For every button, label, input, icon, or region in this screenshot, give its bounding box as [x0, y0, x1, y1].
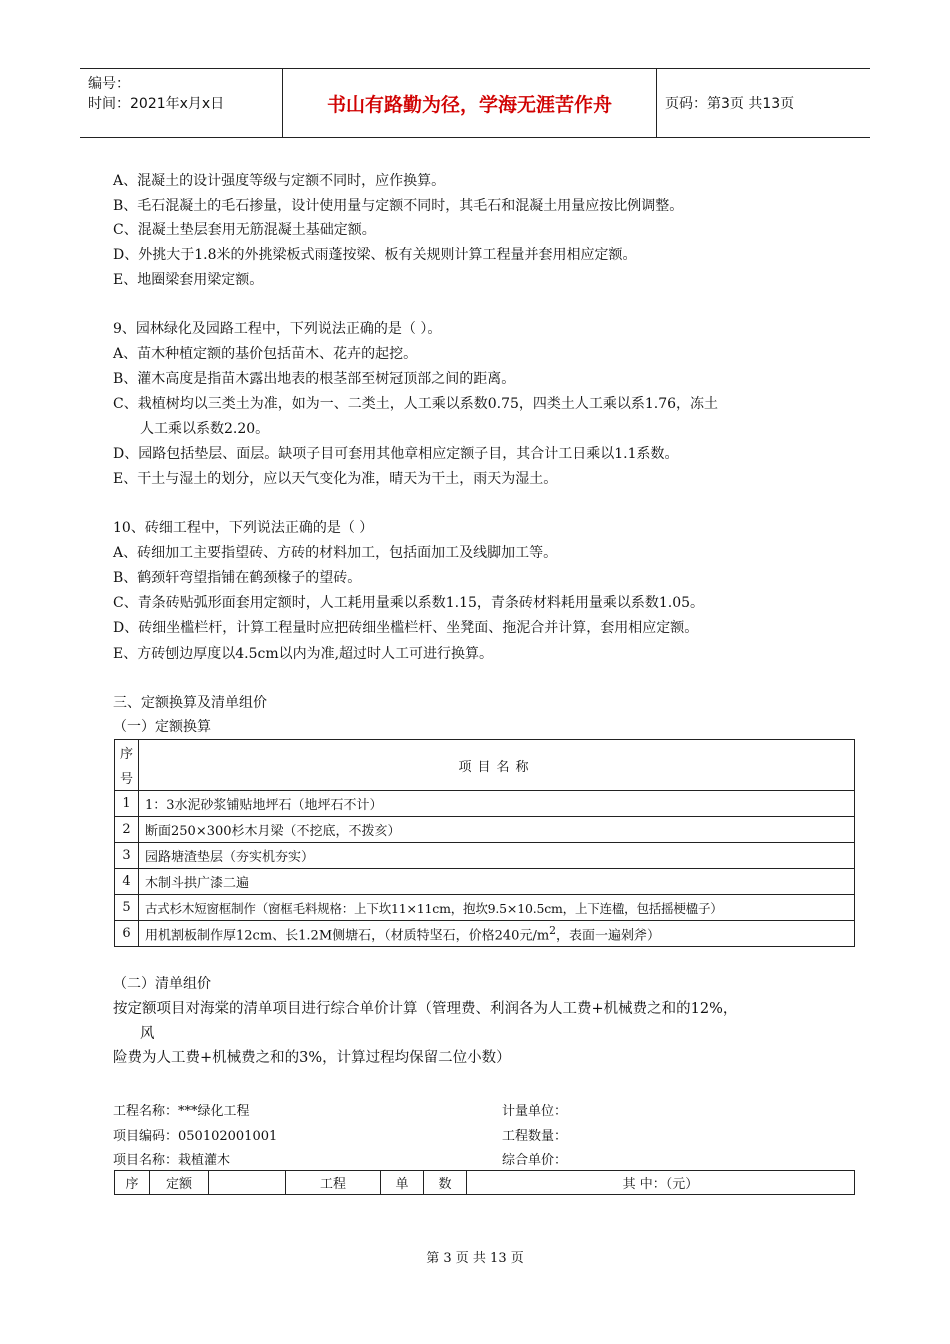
q10-option-e: E、方砖刨边厚度以4.5cm以内为准,超过时人工可进行换算。 — [113, 646, 494, 662]
row-name: 断面250×300杉木月梁（不挖底，不拨亥） — [139, 817, 855, 843]
table-header-row — [115, 740, 855, 791]
q9-option-c: C、栽植树均以三类土为准，如为一、二类土，人工乘以系数0.75，四类土人工乘以系1.76，冻土 — [113, 396, 719, 412]
row-name: 1：3水泥砂浆铺贴地坪石（地坪石不计） — [139, 791, 855, 817]
col-breakdown: 其 中：（元） — [467, 1171, 855, 1195]
q10-question: 10、砖细工程中，下列说法正确的是（ ） — [113, 520, 374, 536]
table-row — [115, 791, 855, 817]
pricing-header-row — [115, 1171, 855, 1195]
table-row — [115, 817, 855, 843]
row-name: 古式杉木短窗框制作（窗框毛料规格：上下坎11×11cm，抱坎9.5×10.5cm，上下连楹，包括摇梗楹子） — [139, 895, 855, 921]
q9-question: 9、园林绿化及园路工程中，下列说法正确的是（ ）。 — [113, 321, 442, 337]
col-unit: 单 — [381, 1171, 424, 1195]
col-qty: 数 — [424, 1171, 467, 1195]
q8-option-c: C、混凝土垫层套用无筋混凝土基础定额。 — [113, 222, 376, 238]
q10-option-a: A、砖细加工主要指望砖、方砖的材料加工，包括面加工及线脚加工等。 — [113, 545, 558, 561]
row-name: 木制斗拱广漆二遍 — [139, 869, 855, 895]
row-no: 6 — [115, 921, 139, 947]
q10-option-d: D、砖细坐槛栏杆，计算工程量时应把砖细坐槛栏杆、坐凳面、拖泥合并计算，套用相应定额。 — [113, 620, 699, 636]
table-row — [115, 921, 855, 947]
superscript-two: 2 — [549, 923, 557, 937]
col-quota: 定额 — [150, 1171, 209, 1195]
row-no: 4 — [115, 869, 139, 895]
q9-option-d: D、园路包括垫层、面层。缺项子目可套用其他章相应定额子目，其合计工日乘以1.1系数。 — [113, 446, 679, 462]
page-footer: 第 3 页 共 13 页 — [426, 1251, 524, 1266]
code-label: 编号： — [88, 76, 130, 92]
item-name: 项目名称：栽植灌木 — [113, 1153, 231, 1168]
page-header — [80, 68, 870, 138]
q8-option-d: D、外挑大于1.8米的外挑梁板式雨蓬按梁、板有关规则计算工程量并套用相应定额。 — [113, 247, 637, 263]
measure-unit: 计量单位： — [502, 1104, 568, 1119]
q8-option-e: E、地圈梁套用梁定额。 — [113, 272, 264, 288]
row-no: 3 — [115, 843, 139, 869]
date-label: 时间：2021年x月x日 — [88, 96, 225, 112]
composite-unit-price: 综合单价： — [502, 1153, 568, 1168]
header-motto: 书山有路勤为径，学海无涯苦作舟 — [283, 69, 657, 137]
q9-option-c-cont: 人工乘以系数2.20。 — [140, 421, 270, 437]
header-no-bottom: 号 — [119, 772, 133, 787]
col-seq: 序 — [115, 1171, 150, 1195]
q10-option-b: B、鹤颈轩弯望指铺在鹤颈椽子的望砖。 — [113, 570, 362, 586]
header-page-info: 页码：第3页 共13页 — [665, 96, 795, 112]
quota-conversion-table — [114, 739, 855, 947]
instruction-line-1: 按定额项目对海棠的清单项目进行综合单价计算（管理费、利润各为人工费+机械费之和的12%， — [113, 1001, 738, 1017]
header-name: 项目名称 — [139, 740, 855, 791]
section-title: 三、定额换算及清单组价 — [113, 695, 267, 711]
row-no: 2 — [115, 817, 139, 843]
q10-option-c: C、青条砖贴弧形面套用定额时，人工耗用量乘以系数1.15，青条砖材料耗用量乘以系数1.05。 — [113, 595, 705, 611]
pricing-table — [114, 1170, 855, 1195]
row-no: 1 — [115, 791, 139, 817]
instruction-line-2: 风 — [140, 1026, 155, 1042]
q8-option-b: B、毛石混凝土的毛石掺量，设计使用量与定额不同时，其毛石和混凝土用量应按比例调整。 — [113, 198, 684, 214]
row-name — [139, 921, 855, 947]
q9-option-a: A、苗木种植定额的基价包括苗木、花卉的起挖。 — [113, 346, 418, 362]
row-name: 园路塘渣垫层（夯实机夯实） — [139, 843, 855, 869]
subsection-quota-conversion: （一）定额换算 — [113, 719, 211, 735]
q8-option-a: A、混凝土的设计强度等级与定额不同时，应作换算。 — [113, 173, 446, 189]
q9-option-b: B、灌木高度是指苗木露出地表的根茎部至树冠顶部之间的距离。 — [113, 371, 516, 387]
header-no — [115, 740, 139, 791]
table-row — [115, 869, 855, 895]
table-row — [115, 895, 855, 921]
header-no-top: 序 — [119, 747, 133, 762]
row-name-part: 用机割板制作厚12cm、长1.2M侧塘石，（材质特坚石，价格240元/m — [145, 928, 550, 944]
instruction-line-3: 险费为人工费+机械费之和的3%，计算过程均保留二位小数） — [113, 1050, 511, 1066]
work-quantity: 工程数量： — [502, 1129, 568, 1144]
item-code: 项目编码：050102001001 — [113, 1129, 278, 1144]
q9-option-e: E、干土与湿土的划分，应以天气变化为准，晴天为干土，雨天为湿土。 — [113, 471, 558, 487]
table-row — [115, 843, 855, 869]
col-blank — [209, 1171, 286, 1195]
row-name-part: ，表面一遍剁斧） — [556, 928, 661, 944]
row-no: 5 — [115, 895, 139, 921]
subsection-list-pricing: （二）清单组价 — [113, 976, 211, 992]
project-name: 工程名称：***绿化工程 — [113, 1104, 250, 1119]
col-work: 工程 — [286, 1171, 381, 1195]
header-left-cell — [80, 69, 283, 137]
